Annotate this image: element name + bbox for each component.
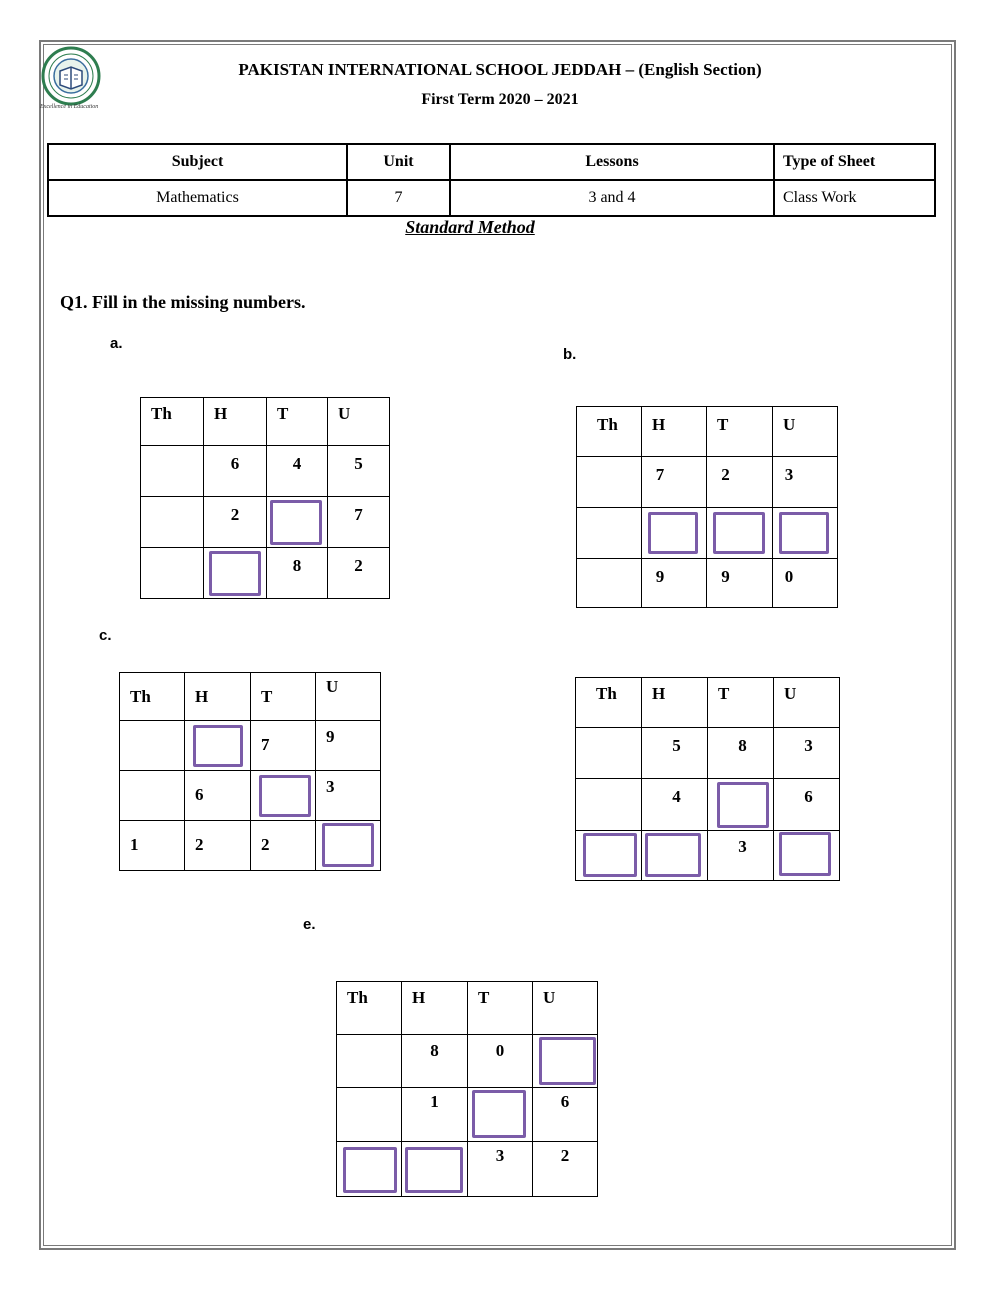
col-header-th: Th (577, 407, 642, 457)
cell: 3 (774, 728, 840, 779)
col-header-t: T (251, 673, 316, 721)
problem-b-grid (576, 406, 838, 608)
cell (533, 1035, 598, 1088)
cell: 8 (267, 548, 328, 599)
info-header-lessons: Lessons (450, 144, 774, 180)
problem-a-label: a. (110, 335, 123, 352)
problem-c-grid (119, 672, 381, 871)
cell: 7 (251, 721, 316, 771)
col-header-h: H (204, 398, 267, 446)
cell: 8 (708, 728, 774, 779)
cell (707, 508, 773, 559)
col-header-th: Th (337, 982, 402, 1035)
problem-d-grid (575, 677, 840, 881)
col-header-u: U (316, 673, 381, 721)
col-header-u: U (774, 678, 840, 728)
cell: 8 (402, 1035, 468, 1088)
info-header-type: Type of Sheet (774, 144, 935, 180)
cell (141, 497, 204, 548)
cell: 3 (468, 1142, 533, 1197)
answer-box[interactable] (583, 833, 637, 877)
answer-box[interactable] (713, 512, 765, 554)
info-value-unit: 7 (347, 180, 450, 216)
col-header-u: U (773, 407, 838, 457)
cell (120, 721, 185, 771)
answer-box[interactable] (539, 1037, 596, 1085)
cell: 6 (185, 771, 251, 821)
col-header-u: U (328, 398, 390, 446)
cell (141, 446, 204, 497)
col-header-t: T (267, 398, 328, 446)
cell (337, 1142, 402, 1197)
cell: 4 (267, 446, 328, 497)
cell: 5 (328, 446, 390, 497)
problem-e-grid (336, 981, 598, 1197)
cell (642, 831, 708, 881)
answer-box[interactable] (717, 782, 769, 828)
col-header-t: T (708, 678, 774, 728)
answer-box[interactable] (270, 500, 322, 545)
cell (337, 1035, 402, 1088)
answer-box[interactable] (648, 512, 698, 554)
col-header-h: H (642, 678, 708, 728)
cell: 2 (185, 821, 251, 871)
answer-box[interactable] (193, 725, 243, 767)
answer-box[interactable] (343, 1147, 397, 1193)
term-title: First Term 2020 – 2021 (421, 91, 579, 108)
problem-a-grid (140, 397, 390, 599)
cell: 3 (316, 771, 381, 821)
cell (774, 831, 840, 881)
cell (251, 771, 316, 821)
answer-box[interactable] (209, 551, 261, 596)
cell: 7 (642, 457, 707, 508)
problem-b-label: b. (563, 346, 577, 363)
info-value-subject: Mathematics (48, 180, 347, 216)
cell: 4 (642, 779, 708, 831)
cell: 3 (708, 831, 774, 881)
answer-box[interactable] (259, 775, 311, 817)
cell: 0 (773, 559, 838, 608)
answer-box[interactable] (322, 823, 374, 867)
cell (337, 1088, 402, 1142)
cell: 9 (316, 721, 381, 771)
col-header-h: H (185, 673, 251, 721)
cell: 2 (707, 457, 773, 508)
cell (185, 721, 251, 771)
cell: 1 (402, 1088, 468, 1142)
info-value-lessons: 3 and 4 (450, 180, 774, 216)
cell (577, 508, 642, 559)
col-header-h: H (402, 982, 468, 1035)
section-title: Standard Method (405, 217, 535, 237)
col-header-t: T (707, 407, 773, 457)
info-header-subject: Subject (48, 144, 347, 180)
school-name: PAKISTAN INTERNATIONAL SCHOOL JEDDAH – (English Section) (238, 60, 762, 79)
cell (267, 497, 328, 548)
cell (708, 779, 774, 831)
col-header-u: U (533, 982, 598, 1035)
cell (576, 779, 642, 831)
answer-box[interactable] (779, 832, 831, 876)
info-value-type: Class Work (774, 180, 935, 216)
col-header-h: H (642, 407, 707, 457)
cell: 3 (773, 457, 838, 508)
col-header-th: Th (141, 398, 204, 446)
cell (120, 771, 185, 821)
cell (141, 548, 204, 599)
cell: 0 (468, 1035, 533, 1088)
cell (642, 508, 707, 559)
problem-e-label: e. (303, 916, 316, 933)
cell: 6 (204, 446, 267, 497)
question-text: Q1. Fill in the missing numbers. (60, 292, 306, 312)
info-table (47, 143, 936, 217)
cell: 7 (328, 497, 390, 548)
answer-box[interactable] (472, 1090, 526, 1138)
col-header-t: T (468, 982, 533, 1035)
problem-c-label: c. (99, 627, 112, 644)
cell (468, 1088, 533, 1142)
answer-box[interactable] (645, 833, 701, 877)
col-header-th: Th (120, 673, 185, 721)
cell: 9 (642, 559, 707, 608)
answer-box[interactable] (779, 512, 829, 554)
cell (576, 728, 642, 779)
cell (576, 831, 642, 881)
cell: 2 (533, 1142, 598, 1197)
cell: 2 (328, 548, 390, 599)
cell: 6 (774, 779, 840, 831)
cell: 9 (707, 559, 773, 608)
cell: 5 (642, 728, 708, 779)
cell: 2 (204, 497, 267, 548)
col-header-th: Th (576, 678, 642, 728)
answer-box[interactable] (405, 1147, 463, 1193)
cell: 1 (120, 821, 185, 871)
cell (773, 508, 838, 559)
cell (402, 1142, 468, 1197)
logo-caption: Excellence in Education (40, 104, 99, 110)
info-header-unit: Unit (347, 144, 450, 180)
cell (204, 548, 267, 599)
cell: 6 (533, 1088, 598, 1142)
cell (316, 821, 381, 871)
cell: 2 (251, 821, 316, 871)
